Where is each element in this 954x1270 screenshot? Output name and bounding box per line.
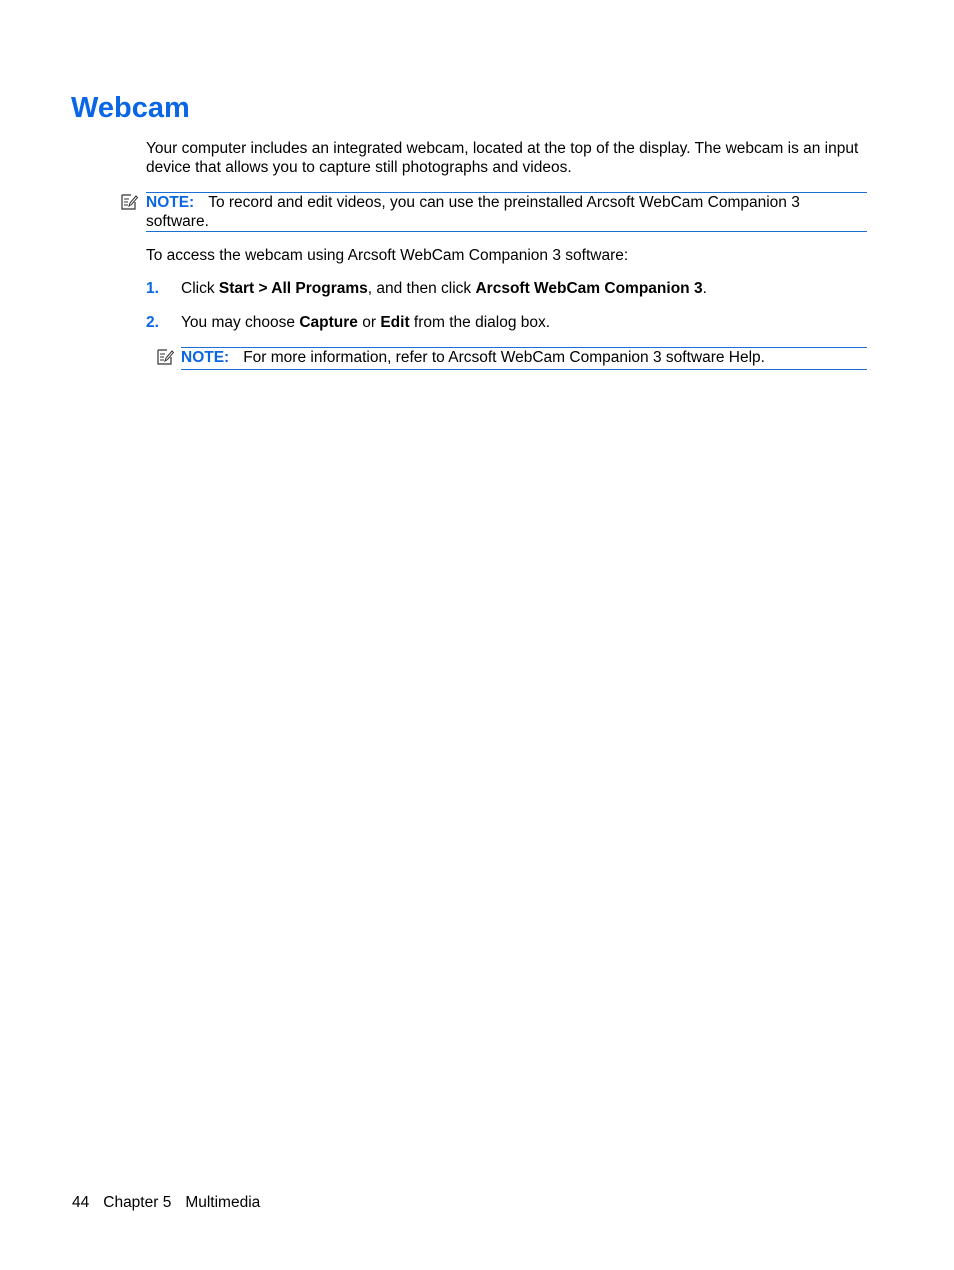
option-capture: Capture xyxy=(299,314,358,331)
step-text: You may choose Capture or Edit from the dialog box. xyxy=(181,314,551,331)
step-number: 1. xyxy=(146,280,159,297)
access-instructions: To access the webcam using Arcsoft WebCam Companion 3 software: xyxy=(146,247,629,264)
step-number: 2. xyxy=(146,314,159,331)
option-edit: Edit xyxy=(380,314,410,331)
note-text: To record and edit videos, you can use the preinstalled Arcsoft WebCam Companion 3 software. xyxy=(146,194,800,230)
chapter-label: Chapter 5 xyxy=(103,1194,172,1211)
page-number: 44 xyxy=(72,1194,90,1211)
menu-path: Start > All Programs xyxy=(218,280,368,297)
intro-paragraph: Your computer includes an integrated webcam, located at the top of the display. The webcam is an input device that allows you to capture still photographs and videos. xyxy=(146,140,859,176)
program-name: Arcsoft WebCam Companion 3 xyxy=(475,280,703,297)
step-text: Click Start > All Programs, and then click Arcsoft WebCam Companion 3. xyxy=(181,280,707,297)
page-title: Webcam xyxy=(71,92,190,124)
note-box-record-edit xyxy=(146,192,867,232)
note-box-more-info xyxy=(181,347,867,370)
page-footer xyxy=(72,1193,274,1212)
note-pencil-icon xyxy=(156,348,174,366)
section-label: Multimedia xyxy=(185,1194,261,1211)
note-text: For more information, refer to Arcsoft WebCam Companion 3 software Help. xyxy=(243,349,765,366)
note-label: NOTE: xyxy=(146,194,195,211)
note-label: NOTE: xyxy=(181,349,230,366)
note-pencil-icon xyxy=(120,193,138,211)
